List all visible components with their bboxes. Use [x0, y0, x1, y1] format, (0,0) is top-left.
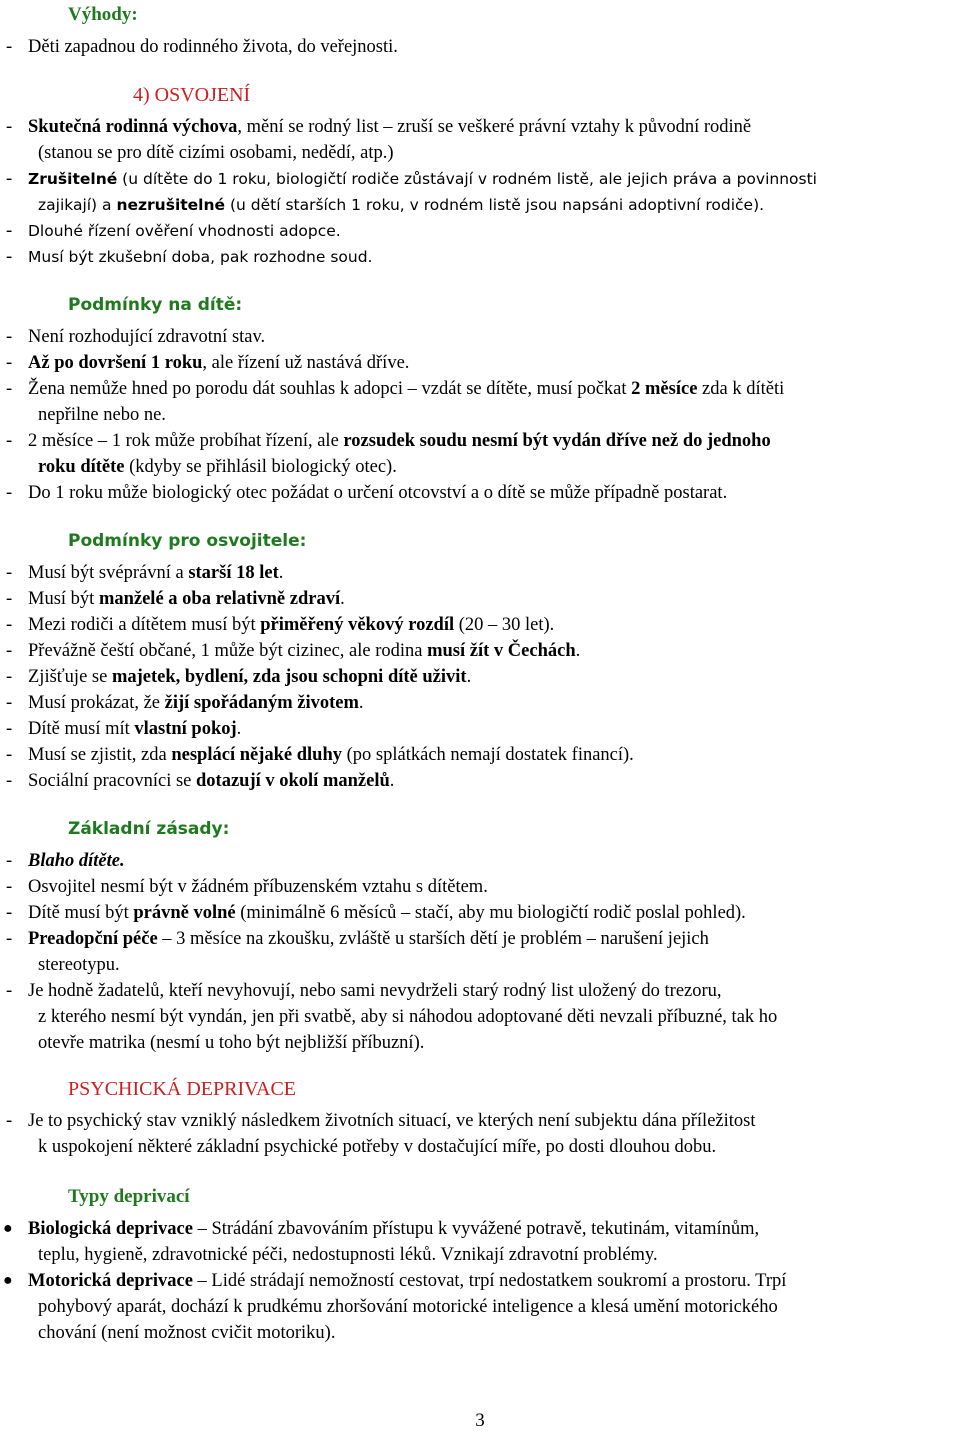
- list-dash: -: [6, 353, 13, 373]
- list-item: [28, 612, 960, 638]
- text-line: stereotypu.: [38, 955, 120, 975]
- text-line: (stanou se pro dítě cizími osobami, nedědí, atp.): [38, 143, 394, 163]
- list-item: [28, 664, 960, 690]
- text: Žena nemůže hned po porodu dát souhlas k adopci – vzdát se dítěte, musí počkat: [28, 379, 632, 399]
- text: Musí být svéprávní a: [28, 563, 189, 583]
- section-heading-deprivace: PSYCHICKÁ DEPRIVACE: [68, 1078, 297, 1100]
- list-dash: -: [6, 221, 13, 241]
- text: .: [340, 589, 345, 609]
- list-dash: -: [6, 745, 13, 765]
- list-item: [28, 114, 960, 166]
- list-dash: -: [6, 327, 13, 347]
- section-heading-zasady: Základní zásady:: [68, 819, 230, 839]
- bold-text: Motorická deprivace: [28, 1271, 193, 1291]
- list-dash: -: [6, 1111, 13, 1131]
- text: – 3 měsíce na zkoušku, zvláště u starších dětí je problém – narušení jejich: [157, 929, 709, 949]
- list-item: [28, 848, 960, 874]
- bold-italic-text: Blaho dítěte.: [28, 851, 125, 871]
- bold-text: rozsudek soudu nesmí být vydán dříve než do jednoho: [343, 431, 771, 451]
- text: Převážně čeští občané, 1 může být cizinec, ale rodina: [28, 641, 428, 661]
- page-number: 3: [475, 1410, 485, 1431]
- list-item: [28, 768, 960, 794]
- list-dash: -: [6, 117, 13, 137]
- bold-text: starší 18 let: [188, 563, 279, 583]
- list-item: [28, 560, 960, 586]
- bold-text: manželé a oba relativně zdraví: [98, 589, 341, 609]
- text-line: nepřilne nebo ne.: [38, 405, 166, 425]
- list-item: [28, 716, 960, 742]
- text: – Lidé strádají nemožností cestovat, trpí nedostatkem soukromí a prostoru. Trpí: [192, 1271, 787, 1291]
- text: Je hodně žadatelů, kteří nevyhovují, nebo sami nevydrželi starý rodný list uložený do trezoru,: [28, 981, 722, 1001]
- bold-text: Biologická deprivace: [28, 1219, 193, 1239]
- list-item: Do 1 roku může biologický otec požádat o určení otcovství a o dítě se může případně postarat.: [28, 483, 728, 503]
- list-item: [28, 376, 960, 428]
- list-item: [28, 350, 960, 376]
- text: Mezi rodiči a dítětem musí být: [28, 615, 261, 635]
- list-item: [28, 586, 960, 612]
- list-item: [28, 638, 960, 664]
- list-dash: -: [6, 431, 13, 451]
- text: Zjišťuje se: [28, 667, 112, 687]
- bold-text: přiměřený věkový rozdíl: [260, 615, 455, 635]
- text: Je to psychický stav vzniklý následkem životních situací, ve kterých není subjektu dána příležitost: [28, 1111, 756, 1131]
- text: , ale řízení už nastává dříve.: [202, 353, 410, 373]
- list-dash: -: [6, 483, 13, 503]
- list-item: [28, 428, 960, 480]
- list-dash: -: [6, 247, 13, 267]
- bold-text: vlastní pokoj: [134, 719, 237, 739]
- list-dash: -: [6, 615, 13, 635]
- bold-text: musí žít v Čechách: [427, 641, 576, 661]
- text-line: pohybový aparát, dochází k prudkému zhoršování motorické inteligence a klesá umění motorického: [38, 1297, 778, 1317]
- list-dash: -: [6, 563, 13, 583]
- bold-text: Zrušitelné: [28, 170, 118, 188]
- text: (u dítěte do 1 roku, biologičtí rodiče zůstávají v rodném listě, ale jejich práva a povinnosti: [117, 170, 817, 188]
- list-item: [28, 690, 960, 716]
- bold-text: Skutečná rodinná výchova: [28, 117, 238, 137]
- list-item: [28, 978, 960, 1056]
- list-dash: -: [6, 771, 13, 791]
- list-dash: -: [6, 929, 13, 949]
- bold-text: dotazují v okolí manželů: [196, 771, 390, 791]
- list-item: Osvojitel nesmí být v žádném příbuzenském vztahu s dítětem.: [28, 877, 488, 897]
- bold-text: právně volné: [133, 903, 236, 923]
- section-heading-typy: Typy deprivací: [68, 1186, 190, 1207]
- text: Musí se zjistit, zda: [28, 745, 172, 765]
- list-dash: -: [6, 589, 13, 609]
- bold-text: žijí spořádaným životem: [164, 693, 359, 713]
- list-dash: -: [6, 719, 13, 739]
- list-dash: -: [6, 877, 13, 897]
- list-item: [28, 742, 960, 768]
- text: Sociální pracovníci se: [28, 771, 196, 791]
- text: (po splátkách nemají dostatek financí).: [342, 745, 634, 765]
- text: Musí být: [28, 589, 99, 609]
- list-dash: -: [6, 169, 13, 189]
- list-item: [28, 1108, 960, 1160]
- section-heading-podminky-osvojitele: Podmínky pro osvojitele:: [68, 531, 307, 551]
- bold-text: nezrušitelné: [116, 196, 226, 214]
- text: .: [575, 641, 581, 661]
- list-dash: -: [6, 37, 13, 57]
- text: – Strádání zbavováním přístupu k vyvážené potravě, tekutinám, vitamínům,: [192, 1219, 760, 1239]
- text-line: otevře matrika (nesmí u toho být nejbližší příbuzní).: [38, 1033, 425, 1053]
- bold-text: Až po dovršení 1 roku: [28, 353, 203, 373]
- bullet-icon: ●: [3, 1272, 13, 1289]
- section-heading-osvojeni: 4) OSVOJENÍ: [133, 84, 251, 106]
- list-item: [28, 1216, 960, 1268]
- list-item: Děti zapadnou do rodinného života, do veřejnosti.: [28, 37, 398, 57]
- text: .: [278, 563, 284, 583]
- text: (u dětí starších 1 roku, v rodném listě jsou napsáni adoptivní rodiče).: [225, 196, 765, 214]
- bold-text: roku dítěte: [38, 457, 125, 477]
- text-line: z kterého nesmí být vyndán, jen při svatbě, aby si náhodou adoptované děti nevzali příbuzné, tak ho: [38, 1007, 778, 1027]
- text: zajikají) a: [38, 196, 117, 214]
- list-dash: -: [6, 379, 13, 399]
- text: 2 měsíce – 1 rok může probíhat řízení, ale: [28, 431, 344, 451]
- list-item: [28, 900, 960, 926]
- text: Dítě musí mít: [28, 719, 135, 739]
- section-heading-vyhody: Výhody:: [68, 4, 138, 25]
- list-item: Není rozhodující zdravotní stav.: [28, 327, 266, 347]
- bold-text: nesplácí nějaké dluhy: [171, 745, 343, 765]
- list-dash: -: [6, 981, 13, 1001]
- list-dash: -: [6, 851, 13, 871]
- text: .: [358, 693, 364, 713]
- text-line: [28, 192, 960, 218]
- bold-text: majetek, bydlení, zda jsou schopni dítě uživit: [111, 667, 467, 687]
- text: .: [466, 667, 472, 687]
- text-line: teplu, hygieně, zdravotnické péči, nedostupnosti léků. Vznikají zdravotní problémy.: [38, 1245, 658, 1265]
- text: .: [389, 771, 395, 791]
- text: zda k dítěti: [697, 379, 785, 399]
- section-heading-podminky-dite: Podmínky na dítě:: [68, 295, 243, 315]
- list-dash: -: [6, 667, 13, 687]
- list-dash: -: [6, 693, 13, 713]
- text-line: chování (není možnost cvičit motoriku).: [38, 1323, 336, 1343]
- list-item: [28, 1268, 960, 1346]
- text: .: [236, 719, 242, 739]
- text: (minimálně 6 měsíců – stačí, aby mu biologičtí rodič poslal pohled).: [235, 903, 746, 923]
- text: Musí prokázat, že: [28, 693, 165, 713]
- bold-text: Preadopční péče: [28, 929, 158, 949]
- text: , mění se rodný list – zruší se veškeré právní vztahy k původní rodině: [237, 117, 752, 137]
- text-line: [28, 454, 960, 480]
- list-dash: -: [6, 641, 13, 661]
- text: (20 – 30 let).: [454, 615, 555, 635]
- list-item: Dlouhé řízení ověření vhodnosti adopce.: [28, 222, 341, 240]
- list-dash: -: [6, 903, 13, 923]
- list-item: [28, 926, 960, 978]
- text: (kdyby se přihlásil biologický otec).: [124, 457, 397, 477]
- text: Dítě musí být: [28, 903, 134, 923]
- bold-text: 2 měsíce: [631, 379, 698, 399]
- text-line: k uspokojení některé základní psychické potřeby v dostačující míře, po dosti dlouhou dobu.: [38, 1137, 717, 1157]
- list-item: [28, 166, 960, 218]
- list-item: Musí být zkušební doba, pak rozhodne soud.: [28, 248, 373, 266]
- bullet-icon: ●: [3, 1220, 13, 1237]
